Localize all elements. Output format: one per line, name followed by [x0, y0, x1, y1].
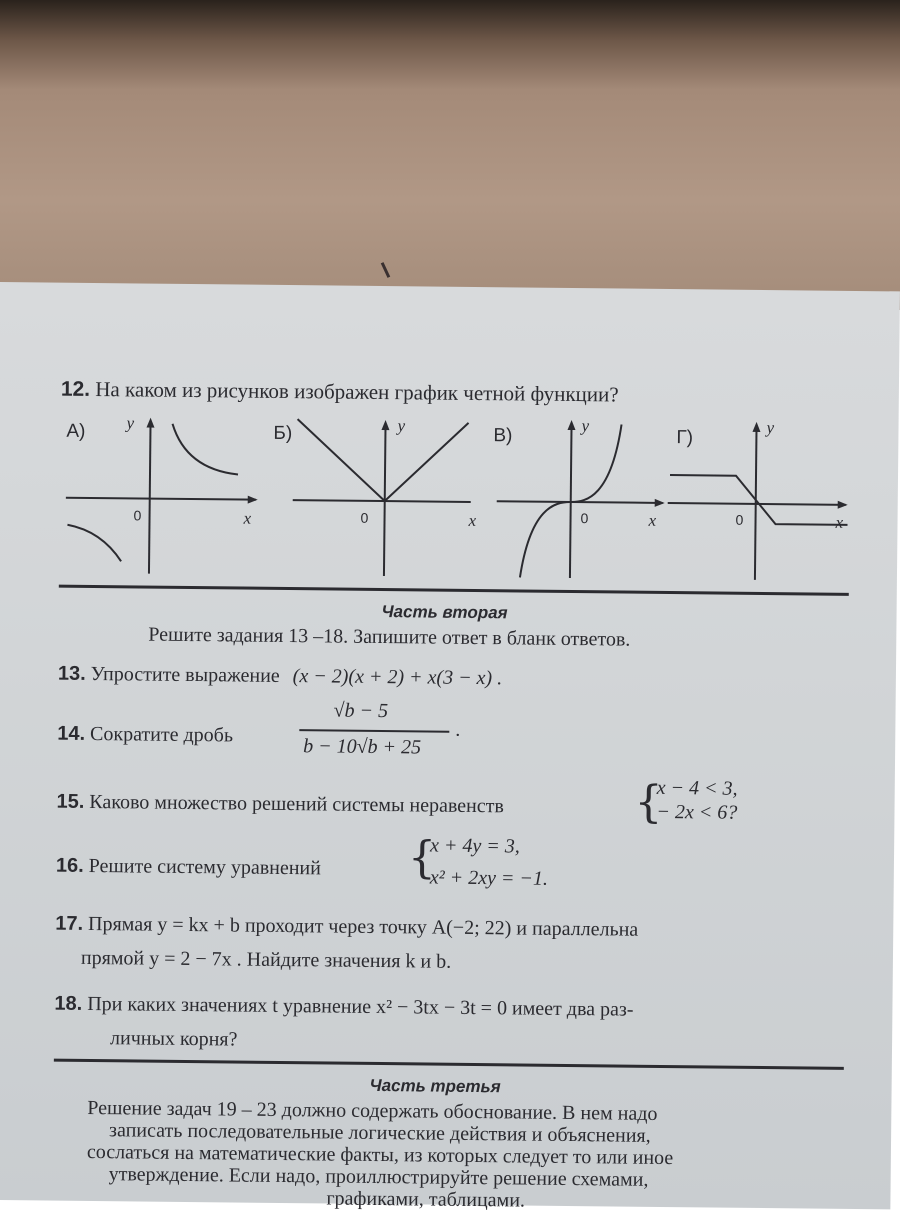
- system-line-2: x² + 2xy = −1.: [429, 866, 549, 890]
- option-label: Б): [273, 422, 293, 445]
- fraction-end: .: [455, 718, 461, 741]
- x-axis-arrow: [248, 496, 258, 504]
- question-number: 14.: [57, 722, 86, 745]
- question-number: 15.: [56, 790, 85, 813]
- question-text-line-1: При каких значениях t уравнение x² − 3tx − 3t = 0 имеет два раз-: [87, 992, 634, 1021]
- piecewise-graph: [670, 475, 848, 525]
- v-shaped-graph: [297, 419, 469, 502]
- question-18: [54, 993, 633, 1022]
- question-text: Сократите дробь: [89, 722, 234, 747]
- x-axis-label: x: [835, 512, 844, 532]
- curve-branch-left: [67, 525, 121, 562]
- x-axis-arrow: [838, 501, 848, 509]
- question-12: [61, 377, 619, 408]
- part-three-line: Решение задач 19 – 23 должно содержать обоснование. В нем надо: [87, 1096, 658, 1125]
- system-brace: {: [634, 776, 663, 828]
- graph-b-plot: [272, 415, 477, 587]
- question-number: 18.: [54, 992, 83, 1015]
- origin-label: 0: [735, 511, 744, 528]
- question-text: Каково множество решений системы неравенств: [89, 790, 504, 818]
- question-14: [57, 723, 233, 748]
- y-axis-label: y: [581, 416, 590, 436]
- question-13: [58, 663, 502, 691]
- question-text-line-1: Прямая y = kx + b проходит через точку A(−2; 22) и параллельна: [87, 912, 639, 941]
- graph-option-b: [272, 415, 477, 587]
- x-axis-label: x: [243, 508, 252, 528]
- option-label: А): [66, 420, 86, 442]
- graph-a-plot: [65, 413, 267, 585]
- x-axis: [293, 500, 471, 502]
- question-text: Упростите выражение: [90, 662, 280, 687]
- curve-branch-right: [172, 424, 239, 475]
- fraction-denominator: b − 10√b + 25: [303, 735, 422, 759]
- origin-label: 0: [580, 510, 589, 527]
- system-line-1: x + 4y = 3,: [430, 834, 520, 858]
- y-axis-arrow: [752, 422, 760, 432]
- part-three-line: сослаться на математические факты, из которых следует то или иное: [86, 1140, 674, 1170]
- graph-option-c: [492, 417, 694, 589]
- question-number: 16.: [55, 854, 84, 877]
- y-axis: [755, 426, 757, 580]
- question-15: [56, 791, 504, 819]
- system-brace: {: [407, 832, 437, 884]
- system-line-2: − 2x < 6?: [656, 800, 738, 824]
- origin-label: 0: [360, 509, 369, 526]
- question-number: 13.: [57, 662, 86, 685]
- part-two-instruction: Решите задания 13 –18. Запишите ответ в бланк ответов.: [148, 623, 631, 651]
- graph-option-d: [665, 419, 867, 591]
- question-18-line-2: личных корня?: [109, 1027, 238, 1051]
- question-text: Решите систему уравнений: [88, 854, 322, 880]
- y-axis-label: y: [126, 413, 135, 433]
- part-three-line: графиками, таблицами.: [326, 1187, 526, 1212]
- question-number: 12.: [60, 377, 91, 401]
- option-label: Г): [676, 427, 694, 449]
- y-axis-label: y: [397, 416, 406, 436]
- graph-option-a: [65, 413, 267, 585]
- desk-background: [0, 0, 900, 310]
- question-17: [55, 913, 638, 942]
- x-axis: [66, 498, 256, 500]
- expression: (x − 2)(x + 2) + x(3 − x) .: [292, 665, 503, 690]
- y-axis-arrow: [567, 420, 575, 430]
- part-three-title: Часть третья: [369, 1075, 501, 1097]
- graph-c-plot: [492, 417, 694, 589]
- question-number: 17.: [55, 912, 84, 935]
- x-axis-arrow: [655, 499, 665, 507]
- part-three-line: утверждение. Если надо, проиллюстрируйте решение схемами,: [108, 1163, 649, 1191]
- part-three-line: записать последовательные логические действия и объяснения,: [109, 1119, 651, 1147]
- y-axis: [149, 422, 151, 574]
- worksheet-page: [0, 282, 900, 1212]
- section-divider: [54, 1059, 844, 1070]
- x-axis-label: x: [648, 510, 657, 530]
- origin-label: 0: [133, 507, 142, 524]
- option-label: В): [493, 425, 513, 447]
- y-axis-label: y: [766, 418, 775, 438]
- y-axis-arrow: [381, 420, 389, 430]
- part-two-title: Часть вторая: [381, 602, 508, 623]
- system-line-1: x − 4 < 3,: [656, 776, 738, 800]
- y-axis-arrow: [146, 418, 154, 428]
- x-axis-label: x: [468, 510, 477, 530]
- question-text: На каком из рисунков изображен график четной функции?: [95, 377, 619, 407]
- fraction-bar: [299, 729, 449, 733]
- question-17-line-2: прямой y = 2 − 7x . Найдите значения k и b.: [80, 946, 452, 973]
- graph-d-plot: [665, 419, 867, 591]
- fraction-numerator: √b − 5: [333, 699, 389, 723]
- question-16: [56, 855, 321, 881]
